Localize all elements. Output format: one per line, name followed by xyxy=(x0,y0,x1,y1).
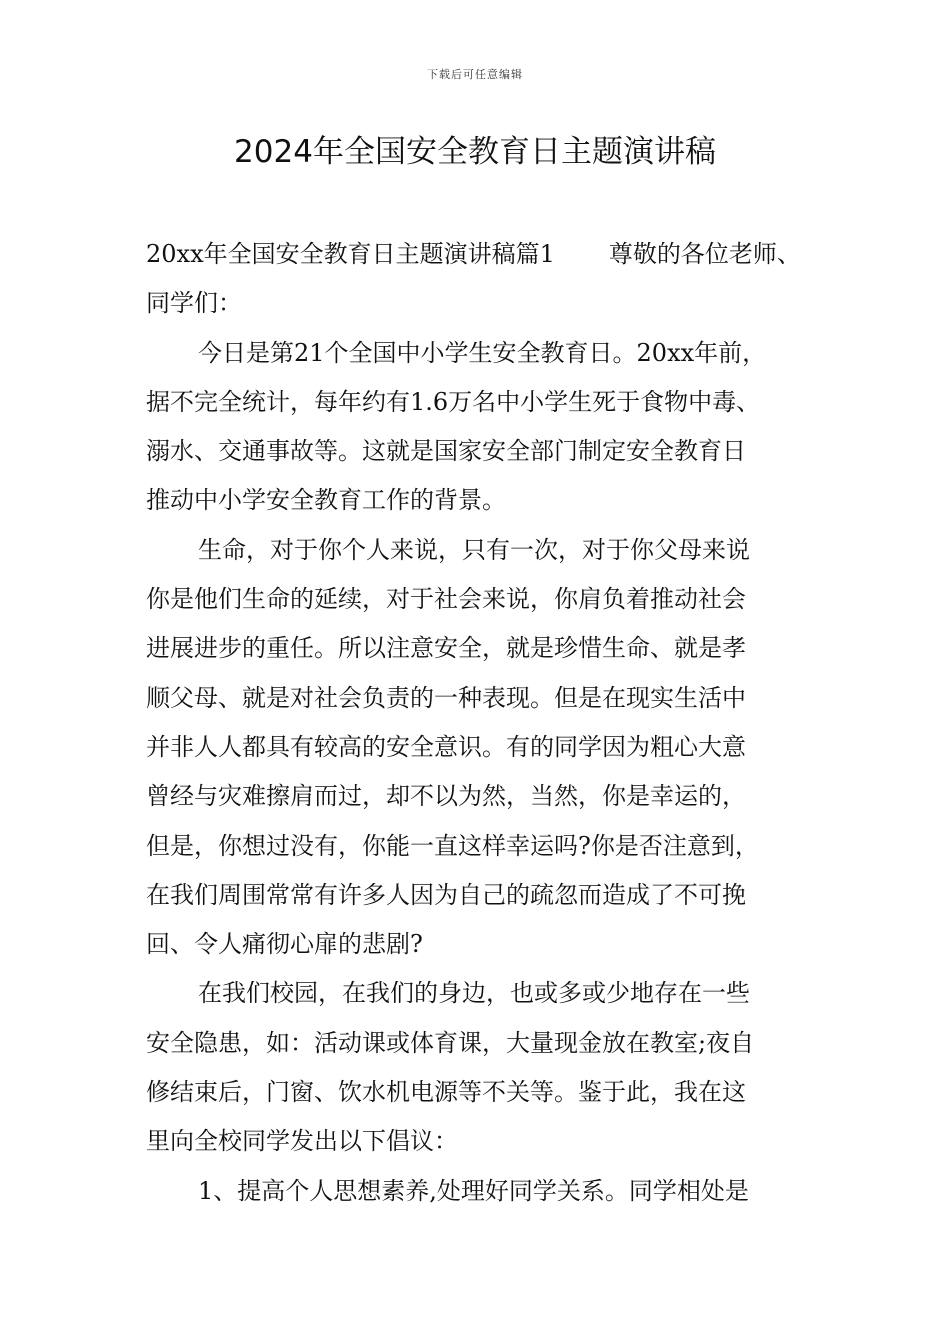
paragraph-line: 今日是第21个全国中小学生安全教育日。20xx年前， xyxy=(198,338,767,367)
document-title: 2024年全国安全教育日主题演讲稿 xyxy=(234,134,716,170)
paragraph-line: 进展进步的重任。所以注意安全，就是珍惜生命、就是孝 xyxy=(146,634,746,663)
paragraph-line: 推动中小学安全教育工作的背景。 xyxy=(146,486,506,515)
header-note: 下载后可任意编辑 xyxy=(427,68,523,81)
paragraph-3 xyxy=(146,969,810,1166)
paragraph-line: 安全隐患，如：活动课或体育课，大量现金放在教室;夜自 xyxy=(146,1028,755,1057)
paragraph-line: 并非人人都具有较高的安全意识。有的同学因为粗心大意 xyxy=(146,732,746,761)
paragraph-line: 里向全校同学发出以下倡议： xyxy=(146,1127,458,1156)
paragraph-1 xyxy=(146,329,810,526)
section-heading: 20xx年全国安全教育日主题演讲稿篇1 xyxy=(146,240,555,268)
paragraph-line: 在我们周围常常有许多人因为自己的疏忽而造成了不可挽 xyxy=(146,880,746,909)
paragraph-line: 但是，你想过没有，你能一直这样幸运吗?你是否注意到， xyxy=(146,831,759,860)
paragraph-2 xyxy=(146,526,810,970)
paragraph-line: 顺父母、就是对社会负责的一种表现。但是在现实生活中 xyxy=(146,683,746,712)
salutation-start: 尊敬的各位老师、 xyxy=(608,240,801,268)
paragraph-line: 溺水、交通事故等。这就是国家安全部门制定安全教育日 xyxy=(146,437,746,466)
paragraph-line: 你是他们生命的延续，对于社会来说，你肩负着推动社会 xyxy=(146,585,746,614)
intro-line-2: 同学们： xyxy=(146,289,242,318)
paragraph-line: 回、令人痛彻心扉的悲剧? xyxy=(146,930,423,959)
paragraph-line: 在我们校园，在我们的身边，也或多或少地存在一些 xyxy=(198,979,750,1008)
paragraph-line: 据不完全统计，每年约有1.6万名中小学生死于食物中毒、 xyxy=(146,387,761,416)
document-body xyxy=(146,230,810,1216)
paragraph-4 xyxy=(146,1167,810,1216)
paragraph-line: 修结束后，门窗、饮水机电源等不关等。鉴于此，我在这 xyxy=(146,1078,746,1107)
paragraph-line: 1、提高个人思想素养,处理好同学关系。同学相处是 xyxy=(198,1176,749,1205)
paragraph-line: 曾经与灾难擦肩而过，却不以为然，当然，你是幸运的， xyxy=(146,782,746,811)
intro-line-1 xyxy=(146,230,810,279)
paragraph-line: 生命，对于你个人来说，只有一次，对于你父母来说 xyxy=(198,535,750,564)
